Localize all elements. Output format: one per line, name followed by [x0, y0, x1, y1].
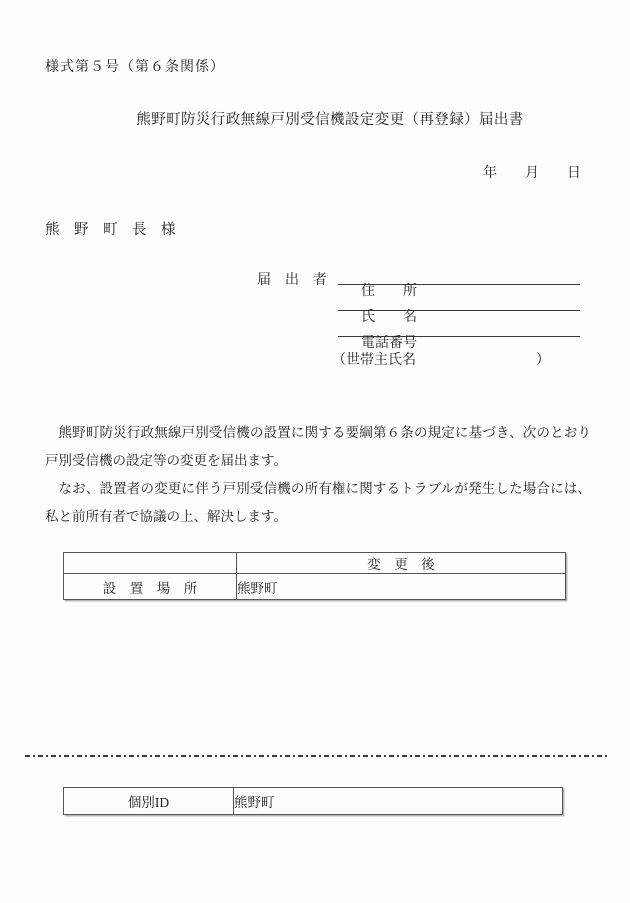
- householder-field-close-paren: ）: [536, 353, 550, 368]
- change-table-header-row: [64, 553, 566, 574]
- change-table-header-empty-cell: [64, 553, 237, 574]
- addressee: 熊 野 町 長 様: [45, 222, 176, 238]
- installation-place-label-cell: 設 置 場 所: [64, 574, 237, 600]
- address-field-label: 住 所: [361, 284, 417, 299]
- address-field: [338, 268, 580, 299]
- householder-field: [332, 349, 550, 369]
- form-number: 様式第５号（第６条関係）: [45, 60, 225, 75]
- individual-id-value-cell: 熊野町: [234, 788, 563, 815]
- name-field-label: 氏 名: [361, 310, 417, 325]
- cut-line: [25, 755, 608, 757]
- change-table: [63, 552, 566, 600]
- installation-place-value-cell: 熊野町: [237, 574, 566, 600]
- id-table: [63, 787, 563, 815]
- change-table-header-cell: 変 更 後: [237, 553, 566, 574]
- page-title: 熊野町防災行政無線戸別受信機設定変更（再登録）届出書: [136, 112, 524, 128]
- householder-field-label: （世帯主氏名: [332, 353, 416, 368]
- phone-field-label: 電話番号: [361, 336, 417, 351]
- phone-field: [338, 320, 580, 351]
- table-row: [64, 788, 563, 815]
- paragraph-1: 熊野町防災行政無線戸別受信機の設置に関する要綱第６条の規定に基づき、次のとおり戸別受信機の設定等の変更を届出ます。: [45, 425, 591, 468]
- individual-id-label-cell: 個別ID: [64, 788, 234, 815]
- name-field: [338, 294, 580, 325]
- body-text: [45, 419, 591, 531]
- paragraph-2: なお、設置者の変更に伴う戸別受信機の所有権に関するトラブルが発生した場合には、私と前所有者で協議の上、解決します。: [45, 481, 591, 524]
- notifier-label: 届 出 者: [257, 273, 327, 288]
- date-line: 年 月 日: [483, 166, 581, 181]
- table-row: [64, 574, 566, 600]
